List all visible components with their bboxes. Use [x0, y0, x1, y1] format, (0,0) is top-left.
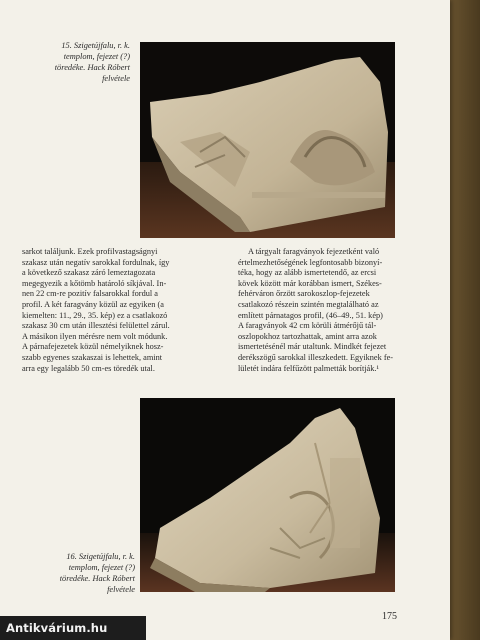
photo-stone-fragment-16 [140, 398, 395, 592]
background-right-edge [448, 0, 480, 640]
caption-line: templom, fejezet (?) [68, 563, 135, 572]
text-line: A másikon ilyen mérésre nem volt módunk. [22, 331, 168, 341]
caption-line: töredéke. Hack Róbert [59, 574, 135, 583]
text-line: a következő szakasz záró lemeztagozata [22, 268, 156, 278]
text-line: A tárgyalt faragványok fejezetként való [248, 247, 380, 256]
text-line: sarkot találjunk. Ezek profilvastagságnyi [22, 247, 158, 256]
text-line: A párnafejezetek közül némelyiknek hosz- [22, 342, 164, 352]
caption-line: 15. Szigetújfalu, r. k. [61, 41, 130, 50]
caption-line: felvétele [107, 585, 135, 594]
text-line: arra egy legalább 50 cm-es töredék utal. [22, 363, 155, 373]
page-number: 175 [382, 611, 397, 622]
watermark-logo: Antikvárium.hu [0, 616, 146, 640]
caption-figure-15 [20, 40, 130, 84]
caption-line: templom, fejezet (?) [63, 52, 130, 61]
stone-fragment-image [140, 42, 395, 238]
text-line: szakasz 30 cm után illesztési felülettel zárul. [22, 321, 170, 331]
text-line: profil. A két faragvány közül az egyiken (a [22, 299, 164, 309]
caption-figure-16 [20, 551, 135, 595]
text-line: megegyezik a kőtömb határoló síkjával. In- [22, 278, 167, 288]
caption-line: töredéke. Hack Róbert [54, 63, 130, 72]
photo-stone-fragment-15 [140, 42, 395, 238]
text-line: szabb egyenes szakaszai is lehettek, amint [22, 352, 163, 362]
text-line: értelmezhetőségének legfontosabb bizonyí- [238, 257, 383, 267]
text-line: szakasz után negatív sarokkal fordulnak, így [22, 257, 170, 267]
text-line: említett párnatagos profil, (46–49., 51. kép) [238, 310, 383, 320]
text-line: ismertetésénél már utaltunk. Mindkét fejezet [238, 342, 387, 352]
caption-line: felvétele [102, 74, 130, 83]
text-line: kövek között már korábban ismert, Székes- [238, 278, 382, 288]
text-line: oszlopokhoz tartozhattak, amint arra azok [238, 331, 377, 341]
text-line: fehérváron őrzött sarokoszlop-fejezetek [238, 289, 370, 299]
caption-line: 16. Szigetújfalu, r. k. [66, 552, 135, 561]
text-line: derékszögű sarokkal illeszkedett. Egyiknek fe- [238, 352, 394, 362]
text-line: A faragványok 42 cm körüli átmérőjű tál- [238, 321, 377, 331]
text-line: téka, hogy az alább ismertetendő, az ercsi [238, 268, 377, 278]
text-line: kiemelten: 11., 29., 35. kép) ez a csatlakozó [22, 310, 168, 320]
text-line: nen 22 cm-re pozitív falsarokkal fordul a [22, 289, 158, 299]
stone-fragment-image [140, 398, 395, 592]
text-line: lületét indára felfűzött palmetták borítják.¹ [238, 363, 379, 373]
text-column-right [238, 247, 438, 374]
text-line: csatlakozó részein szintén megtalálható az [238, 299, 379, 309]
text-column-left [22, 247, 230, 374]
